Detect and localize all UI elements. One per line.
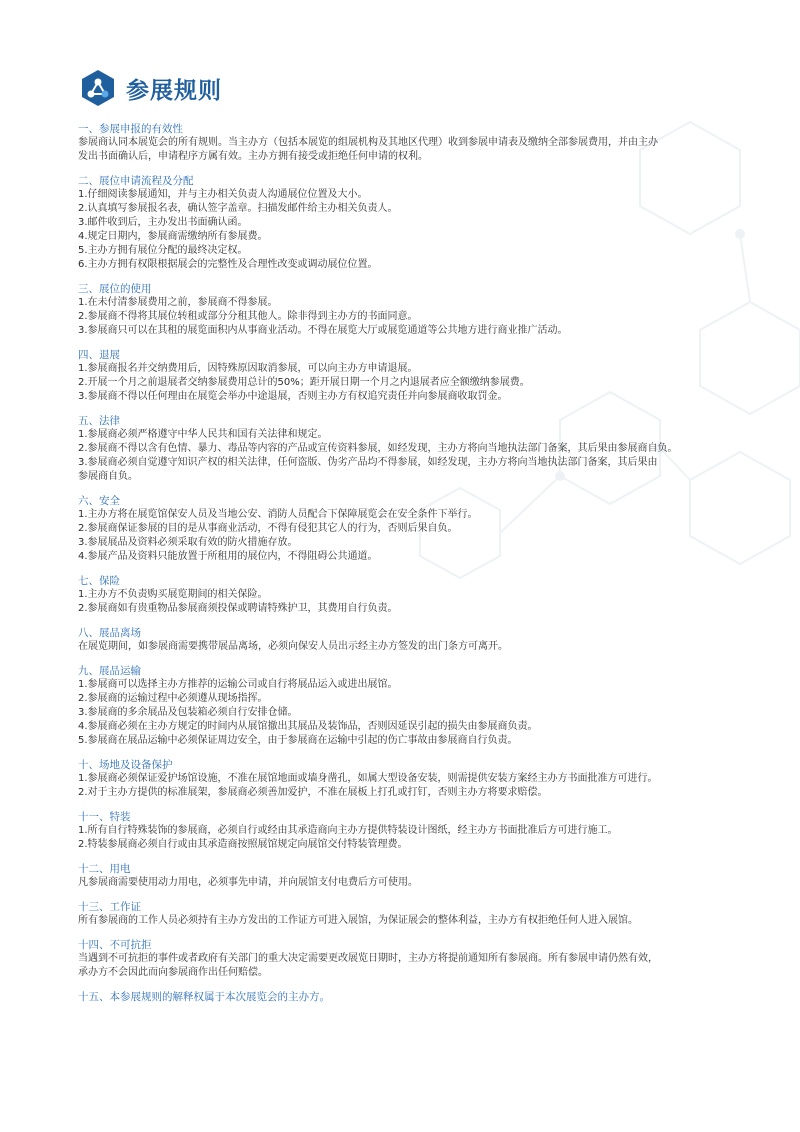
rule-section xyxy=(78,122,728,164)
section-title: 十三、工作证 xyxy=(78,901,141,913)
rule-line: 1.主办方不负责购买展览期间的相关保险。 xyxy=(78,589,268,600)
rule-section xyxy=(78,282,728,338)
rule-section xyxy=(78,626,728,654)
section-title: 十一、特装 xyxy=(78,811,131,823)
rule-line: 3.邮件收到后，主办发出书面确认函。 xyxy=(78,217,248,228)
section-title: 五、法律 xyxy=(78,415,120,427)
rule-line: 4.参展商必须在主办方规定的时间内从展馆撤出其展品及装饰品，否则因延误引起的损失由参展商负责。 xyxy=(78,721,538,732)
section-title: 三、展位的使用 xyxy=(78,283,152,295)
rule-line: 2.参展商保证参展的目的是从事商业活动，不得有侵犯其它人的行为，否则后果自负。 xyxy=(78,523,458,534)
section-title: 七、保险 xyxy=(78,575,120,587)
rules-content xyxy=(78,122,728,1014)
rule-line: 3.参展商必须自觉遵守知识产权的相关法律，任何盗版、伪劣产品均不得参展，如经发现，主办方将向当地执法部门备案，其后果由 xyxy=(78,457,658,468)
rule-section xyxy=(78,990,728,1004)
rule-line: 所有参展商的工作人员必须持有主办方发出的工作证方可进入展馆，为保证展会的整体利益，主办方有权拒绝任何人进入展馆。 xyxy=(78,915,638,926)
rule-section xyxy=(78,174,728,272)
page-title: 参展规则 xyxy=(126,77,222,104)
rule-line: 参展商认同本展览会的所有规则。当主办方（包括本展览的组展机构及其地区代理）收到参展申请表及缴纳全部参展费用，并由主办 xyxy=(78,137,658,148)
header xyxy=(78,68,222,108)
rule-section xyxy=(78,810,728,852)
rule-line: 凡参展商需要使用动力用电，必须事先申请，并向展馆支付电费后方可使用。 xyxy=(78,877,418,888)
section-title: 二、展位申请流程及分配 xyxy=(78,175,194,187)
section-title: 六、安全 xyxy=(78,495,120,507)
rule-line: 2.参展商不得将其展位转租或部分分租其他人。除非得到主办方的书面同意。 xyxy=(78,311,418,322)
rule-line: 参展商自负。 xyxy=(78,471,138,482)
rule-line: 4.规定日期内，参展商需缴纳所有参展费。 xyxy=(78,231,268,242)
section-title: 十、场地及设备保护 xyxy=(78,759,173,771)
rule-line: 1.所有自行特殊装饰的参展商，必须自行或经由其承造商向主办方提供特装设计图纸，经主办方书面批准后方可进行施工。 xyxy=(78,825,618,836)
rule-line: 6.主办方拥有权限根据展会的完整性及合理性改变或调动展位位置。 xyxy=(78,259,378,270)
section-title: 十四、不可抗拒 xyxy=(78,939,152,951)
section-title: 十二、用电 xyxy=(78,863,131,875)
rule-line: 2.参展商如有贵重物品参展商须投保或聘请特殊护卫，其费用自行负责。 xyxy=(78,603,398,614)
rule-line: 4.参展产品及资料只能放置于所租用的展位内，不得阻碍公共通道。 xyxy=(78,551,378,562)
rule-line: 3.参展商不得以任何理由在展览会举办中途退展，否则主办方有权追究责任并向参展商收取罚金。 xyxy=(78,391,508,402)
section-title: 四、退展 xyxy=(78,349,120,361)
rule-section xyxy=(78,348,728,404)
rule-section xyxy=(78,494,728,564)
rule-line: 1.参展商必须严格遵守中华人民共和国有关法律和规定。 xyxy=(78,429,328,440)
rule-section xyxy=(78,664,728,748)
rule-line: 在展览期间，如参展商需要携带展品离场，必须向保安人员出示经主办方签发的出门条方可离开。 xyxy=(78,641,508,652)
rule-line: 3.参展商只可以在其租的展览面积内从事商业活动。不得在展览大厅或展览通道等公共地方进行商业推广活动。 xyxy=(78,325,568,336)
rule-line: 5.参展商在展品运输中必须保证周边安全，由于参展商在运输中引起的伤亡事故由参展商自行负责。 xyxy=(78,735,518,746)
rule-section xyxy=(78,414,728,484)
section-title: 一、参展申报的有效性 xyxy=(78,123,183,135)
rule-section xyxy=(78,900,728,928)
section-title: 十五、本参展规则的解释权属于本次展览会的主办方。 xyxy=(78,991,330,1003)
section-title: 九、展品运输 xyxy=(78,665,141,677)
rule-line: 2.认真填写参展报名表，确认签字盖章。扫描发邮件给主办相关负责人。 xyxy=(78,203,398,214)
rule-line: 2.特装参展商必须自行或由其承造商按照展馆规定向展馆交付特装管理费。 xyxy=(78,839,408,850)
rule-line: 3.参展展品及资料必须采取有效的防火措施存放。 xyxy=(78,537,298,548)
rule-line: 2.开展一个月之前退展者交纳参展费用总计的50%；距开展日期一个月之内退展者应全额缴纳参展费。 xyxy=(78,377,530,388)
rule-section xyxy=(78,574,728,616)
rule-section xyxy=(78,862,728,890)
rule-line: 1.主办方将在展览馆保安人员及当地公安、消防人员配合下保障展览会在安全条件下举行。 xyxy=(78,509,478,520)
rule-line: 2.对于主办方提供的标准展架，参展商必须善加爱护，不准在展板上打孔或打钉，否则主办方将要求赔偿。 xyxy=(78,787,548,798)
rule-line: 承办方不会因此而向参展商作出任何赔偿。 xyxy=(78,967,268,978)
rule-line: 2.参展商不得以含有色情、暴力、毒品等内容的产品或宣传资料参展，如经发现，主办方将向当地执法部门备案，其后果由参展商自负。 xyxy=(78,443,678,454)
rule-line: 5.主办方拥有展位分配的最终决定权。 xyxy=(78,245,248,256)
rule-line: 1.参展商可以选择主办方推荐的运输公司或自行将展品运入或进出展馆。 xyxy=(78,679,398,690)
rule-section xyxy=(78,758,728,800)
rule-line: 发出书面确认后，申请程序方属有效。主办方拥有接受或拒绝任何申请的权利。 xyxy=(78,151,428,162)
rule-line: 1.仔细阅读参展通知，并与主办相关负责人沟通展位位置及大小。 xyxy=(78,189,368,200)
rule-line: 1.在未付清参展费用之前，参展商不得参展。 xyxy=(78,297,278,308)
rule-line: 1.参展商报名并交纳费用后，因特殊原因取消参展，可以向主办方申请退展。 xyxy=(78,363,418,374)
rule-line: 2.参展商的运输过程中必须遵从现场指挥。 xyxy=(78,693,268,704)
rule-line: 当遇到不可抗拒的事件或者政府有关部门的重大决定需要更改展览日期时，主办方将提前通知所有参展商。所有参展申请仍然有效， xyxy=(78,953,658,964)
section-title: 八、展品离场 xyxy=(78,627,141,639)
rule-line: 1.参展商必须保证爱护场馆设施，不准在展馆地面或墙身凿孔，如属大型设备安装，则需提供安装方案经主办方书面批准方可进行。 xyxy=(78,773,658,784)
molecule-hexagon-icon xyxy=(78,68,118,108)
rule-line: 3.参展商的多余展品及包装箱必须自行安排仓储。 xyxy=(78,707,298,718)
rule-section xyxy=(78,938,728,980)
